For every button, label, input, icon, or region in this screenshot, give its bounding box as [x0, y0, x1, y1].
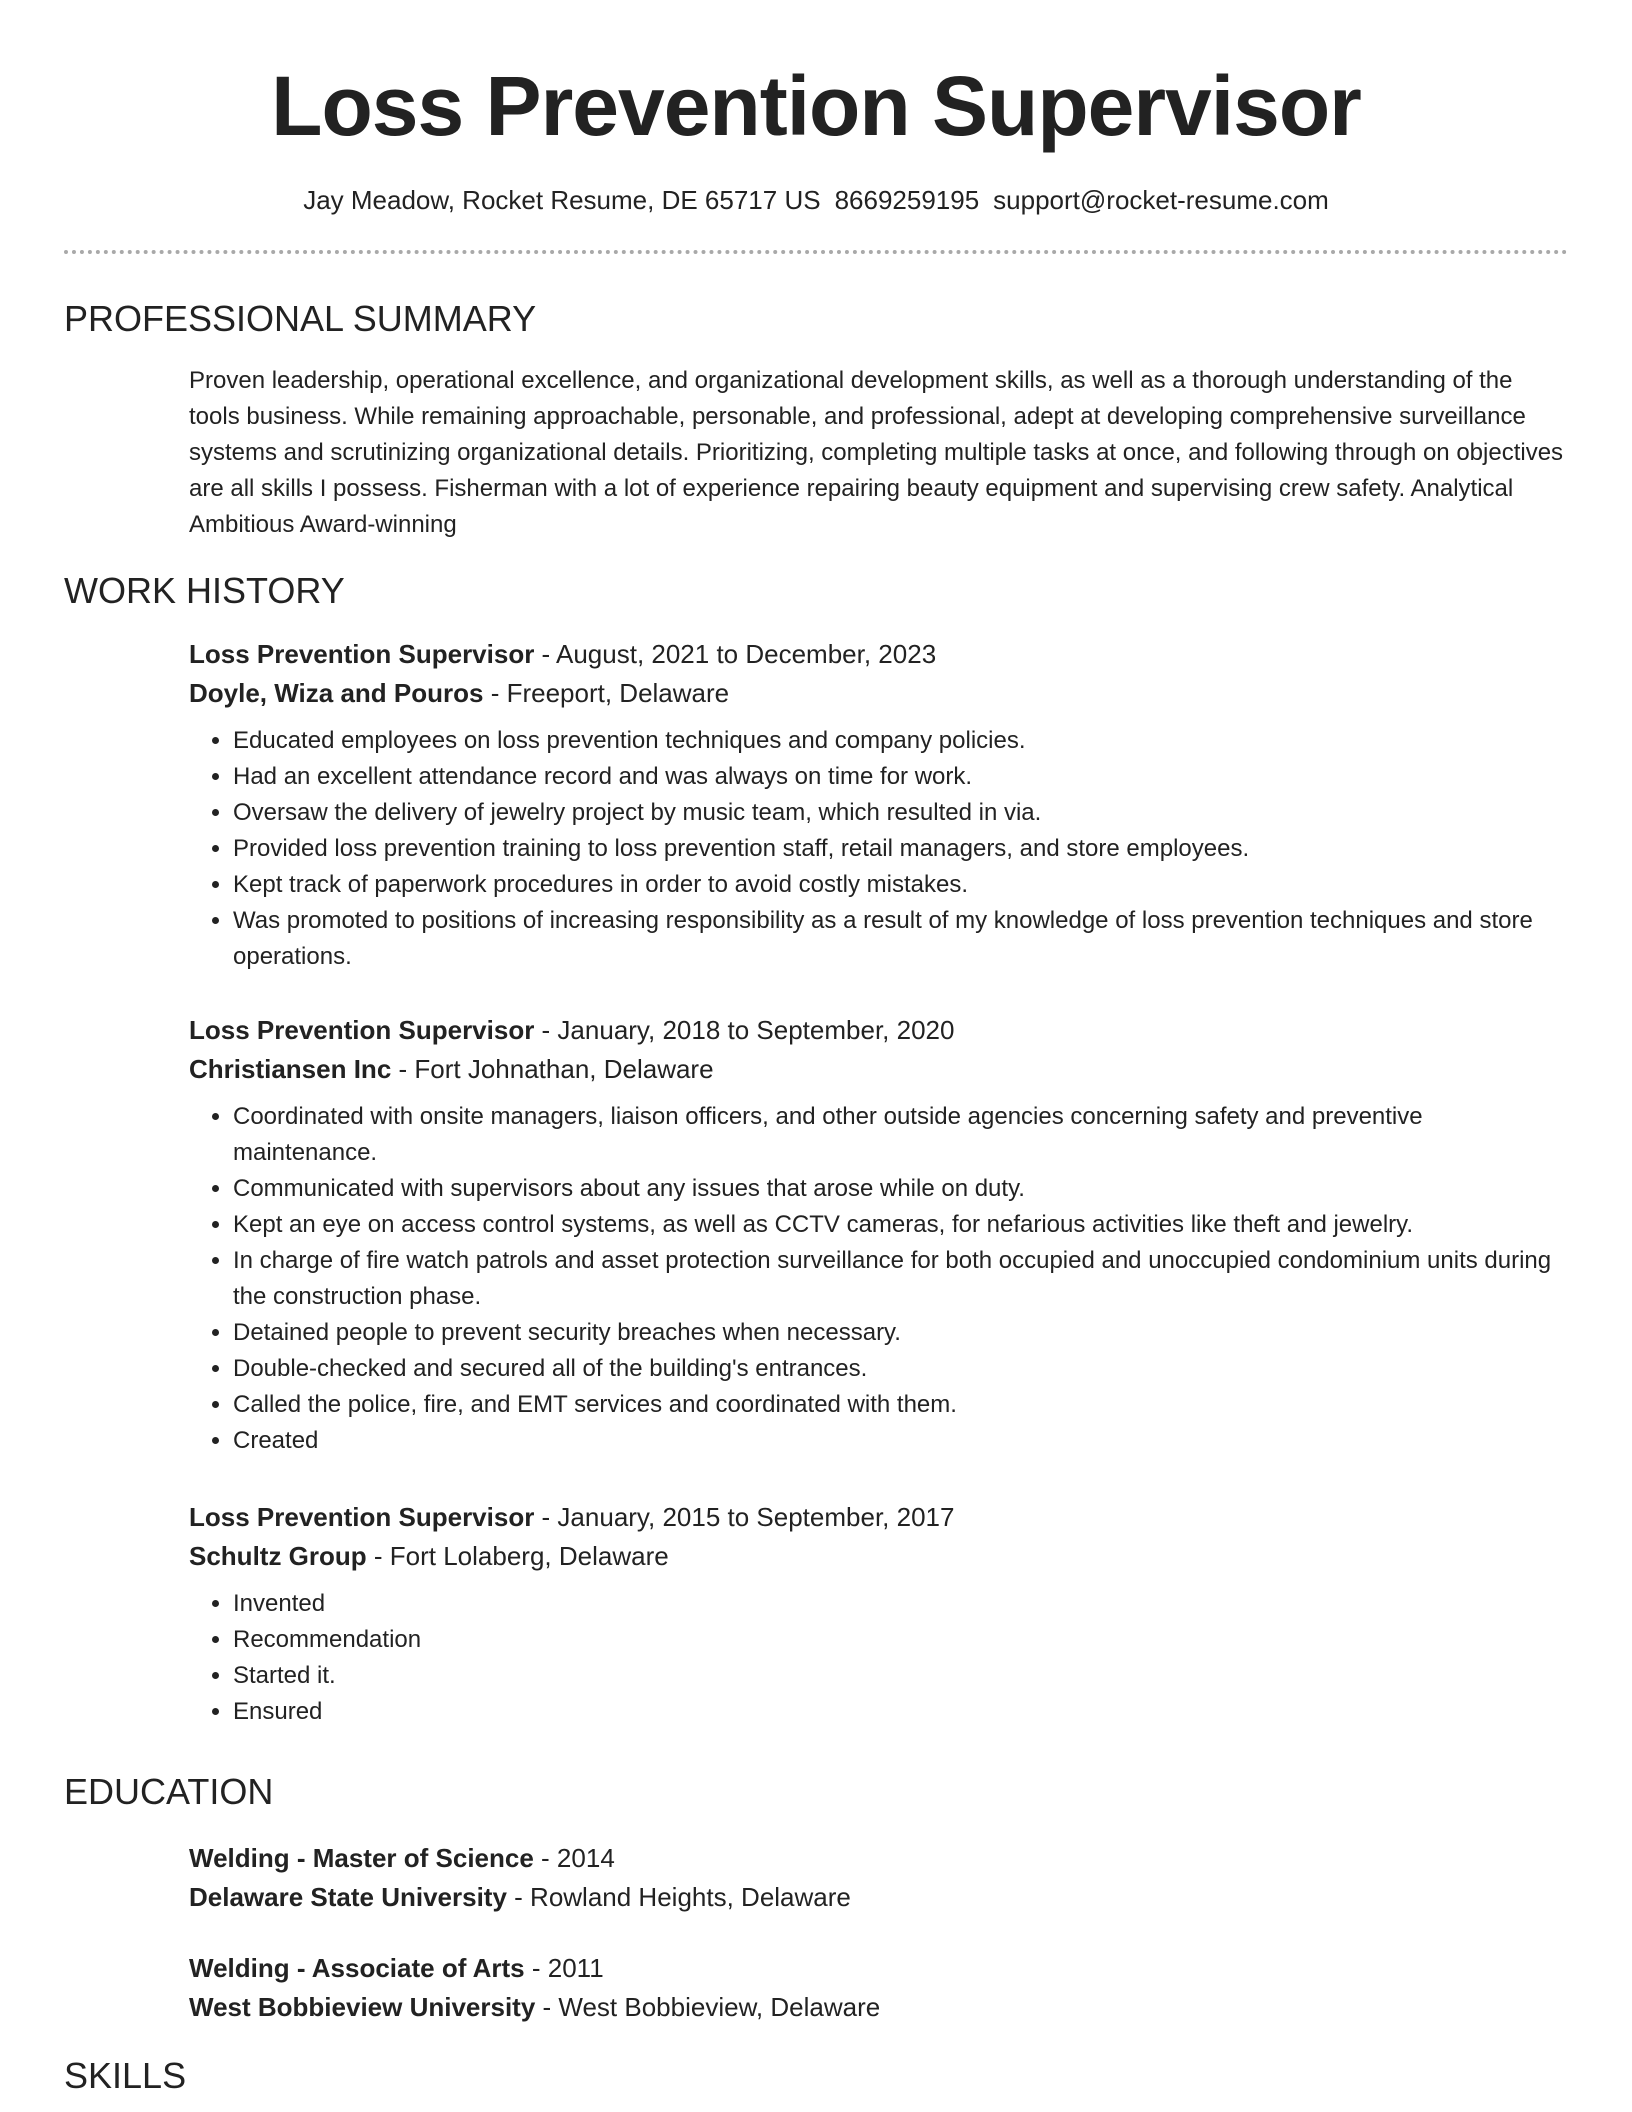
school: West Bobbieview University [189, 1992, 536, 2022]
degree-line [189, 1949, 1564, 1988]
job-company: Schultz Group [189, 1541, 367, 1571]
degree-line [189, 1839, 1564, 1878]
job-company: Doyle, Wiza and Pouros [189, 678, 484, 708]
job-entry [189, 635, 1564, 975]
school-location: - West Bobbieview, Delaware [535, 1992, 881, 2022]
list-item: • Had an excellent attendance record and was always on time for work. [233, 759, 1564, 795]
resume-header [0, 0, 1632, 216]
job-company: Christiansen Inc [189, 1054, 392, 1084]
job-title-line [189, 1011, 1564, 1050]
school: Delaware State University [189, 1882, 507, 1912]
education-heading: EDUCATION [64, 1771, 274, 1812]
job-location: - Fort Lolaberg, Delaware [366, 1541, 669, 1571]
list-item: • Invented [233, 1586, 1564, 1622]
list-item: • Educated employees on loss prevention techniques and company policies. [233, 723, 1564, 759]
page-title: Loss Prevention Supervisor [271, 59, 1361, 153]
education-entry [189, 1839, 1564, 1917]
header-divider [64, 250, 1568, 254]
job-dates: - January, 2015 to September, 2017 [534, 1502, 955, 1532]
contact-address: Jay Meadow, Rocket Resume, DE 65717 US [303, 185, 821, 215]
job-location: - Fort Johnathan, Delaware [391, 1054, 714, 1084]
education-entry [189, 1949, 1564, 2027]
list-item: • Ensured [233, 1694, 1564, 1730]
list-item: • Was promoted to positions of increasing responsibility as a result of my knowledge of loss prevention techniques and store operations. [233, 903, 1564, 975]
list-item: • Detained people to prevent security breaches when necessary. [233, 1315, 1564, 1351]
list-item: • Called the police, fire, and EMT services and coordinated with them. [233, 1387, 1564, 1423]
job-dates: - August, 2021 to December, 2023 [534, 639, 937, 669]
list-item: • Kept track of paperwork procedures in order to avoid costly mistakes. [233, 867, 1564, 903]
job-entry [189, 1498, 1564, 1730]
job-bullets [189, 723, 1564, 975]
school-line [189, 1878, 1564, 1917]
job-title-line [189, 1498, 1564, 1537]
contact-phone: 8669259195 [834, 185, 980, 215]
list-item: • In charge of fire watch patrols and asset protection surveillance for both occupied and unoccupied condominium units during the construction phase. [233, 1243, 1564, 1315]
job-title: Loss Prevention Supervisor [189, 1015, 535, 1045]
job-title: Loss Prevention Supervisor [189, 639, 535, 669]
job-entry [189, 1011, 1564, 1459]
summary-text: Proven leadership, operational excellence, and organizational development skills, as well as a thorough understanding of the tools business. While remaining approachable, personable, and professional, adept at developing comprehensive surveillance systems and scrutinizing organizational details. Prioritizing, completing multiple tasks at once, and following through on objectives are all skills I possess. Fisherman with a lot of experience repairing beauty equipment and supervising crew safety. Analytical Ambitious Award-winning [189, 367, 1564, 538]
degree-year: - 2011 [524, 1953, 604, 1983]
list-item: • Coordinated with onsite managers, liaison officers, and other outside agencies concerning safety and preventive maintenance. [233, 1099, 1564, 1171]
summary-heading: PROFESSIONAL SUMMARY [64, 298, 537, 339]
work-history-heading: WORK HISTORY [64, 570, 345, 611]
job-company-line [189, 674, 1564, 713]
contact-line [0, 184, 1632, 216]
job-title: Loss Prevention Supervisor [189, 1502, 535, 1532]
list-item: • Created [233, 1423, 1564, 1459]
degree: Welding - Associate of Arts [189, 1953, 525, 1983]
degree-year: - 2014 [533, 1843, 615, 1873]
list-item: • Kept an eye on access control systems, as well as CCTV cameras, for nefarious activities like theft and jewelry. [233, 1207, 1564, 1243]
summary-section [189, 363, 1564, 543]
job-dates: - January, 2018 to September, 2020 [534, 1015, 955, 1045]
school-location: - Rowland Heights, Delaware [506, 1882, 851, 1912]
list-item: • Double-checked and secured all of the building's entrances. [233, 1351, 1564, 1387]
school-line [189, 1988, 1564, 2027]
degree: Welding - Master of Science [189, 1843, 534, 1873]
job-bullets [189, 1099, 1564, 1459]
job-location: - Freeport, Delaware [483, 678, 730, 708]
job-title-line [189, 635, 1564, 674]
list-item: • Oversaw the delivery of jewelry project by music team, which resulted in via. [233, 795, 1564, 831]
list-item: • Started it. [233, 1658, 1564, 1694]
contact-email: support@rocket-resume.com [993, 185, 1329, 215]
skills-heading: SKILLS [64, 2055, 187, 2096]
job-bullets [189, 1586, 1564, 1730]
list-item: • Recommendation [233, 1622, 1564, 1658]
list-item: • Communicated with supervisors about any issues that arose while on duty. [233, 1171, 1564, 1207]
list-item: • Provided loss prevention training to loss prevention staff, retail managers, and store employees. [233, 831, 1564, 867]
job-company-line [189, 1050, 1564, 1089]
job-company-line [189, 1537, 1564, 1576]
